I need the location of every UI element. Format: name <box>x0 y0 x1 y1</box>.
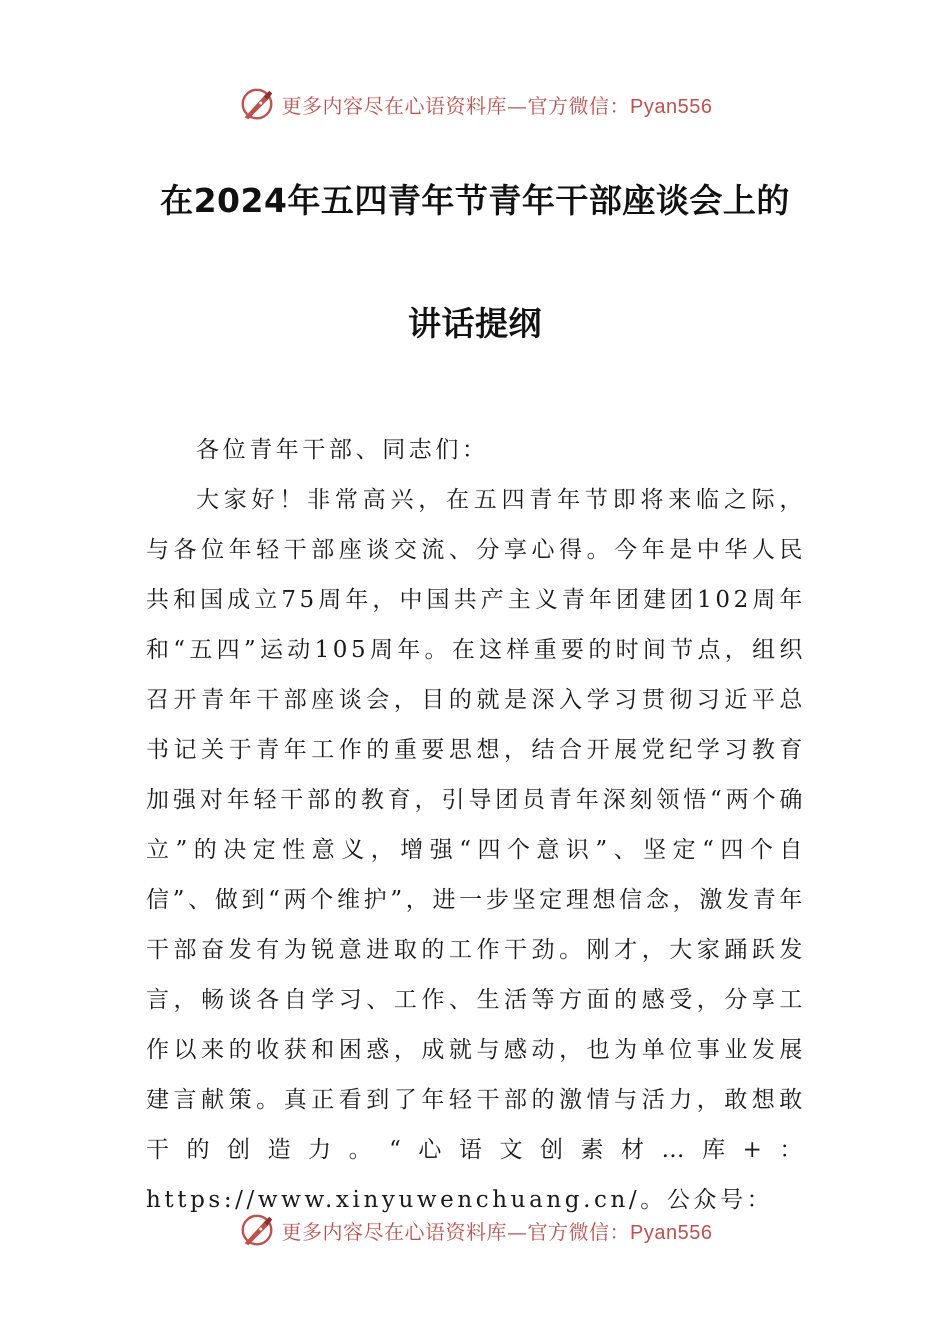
document-title-line-1: 在2024年五四青年节青年干部座谈会上的 <box>160 181 790 220</box>
wechat-handle: Pyan556 <box>630 95 713 118</box>
footer-watermark-banner <box>0 1210 950 1250</box>
salutation: 各位青年干部、同志们： <box>196 437 489 463</box>
document-title-line-2: 讲话提纲 <box>408 304 542 343</box>
body-paragraph <box>146 475 806 1225</box>
header-watermark-banner <box>0 84 950 124</box>
watermark-text: 更多内容尽在心语资料库—官方微信：Pyan556 <box>281 93 713 118</box>
pen-nib-circle-icon <box>238 1211 276 1249</box>
watermark-text: 更多内容尽在心语资料库—官方微信：Pyan556 <box>281 1219 713 1244</box>
pen-nib-circle-icon <box>238 85 276 123</box>
wechat-handle: Pyan556 <box>630 1221 713 1244</box>
paragraph-1: 大家好！非常高兴，在五四青年节即将来临之际，与各位年轻干部座谈交流、分享心得。今年是中华人民共和国成立75周年，中国共产主义青年团建团102周年和“五四”运动105周年。在这样重要的时间节点，组织召开青年干部座谈会，目的就是深入学习贯彻习近平总书记关于青年工作的重要思想，结合开展党纪学习教育加强对年轻干部的教育，引导团员青年深刻领悟“两个确立”的决定性意义，增强“四个意识”、坚定“四个自信”、做到“两个维护”，进一步坚定理想信念，激发青年干部奋发有为锐意进取的工作干劲。刚才，大家踊跃发言，畅谈各自学习、工作、生活等方面的感受，分享工作以来的收获和困惑，成就与感动，也为单位事业发展建言献策。真正看到了年轻干部的激情与活力，敢想敢干的创造力。“心语文创素材…库+：https://www.xinyuwenchuang.cn/。公众号： <box>146 487 806 1213</box>
